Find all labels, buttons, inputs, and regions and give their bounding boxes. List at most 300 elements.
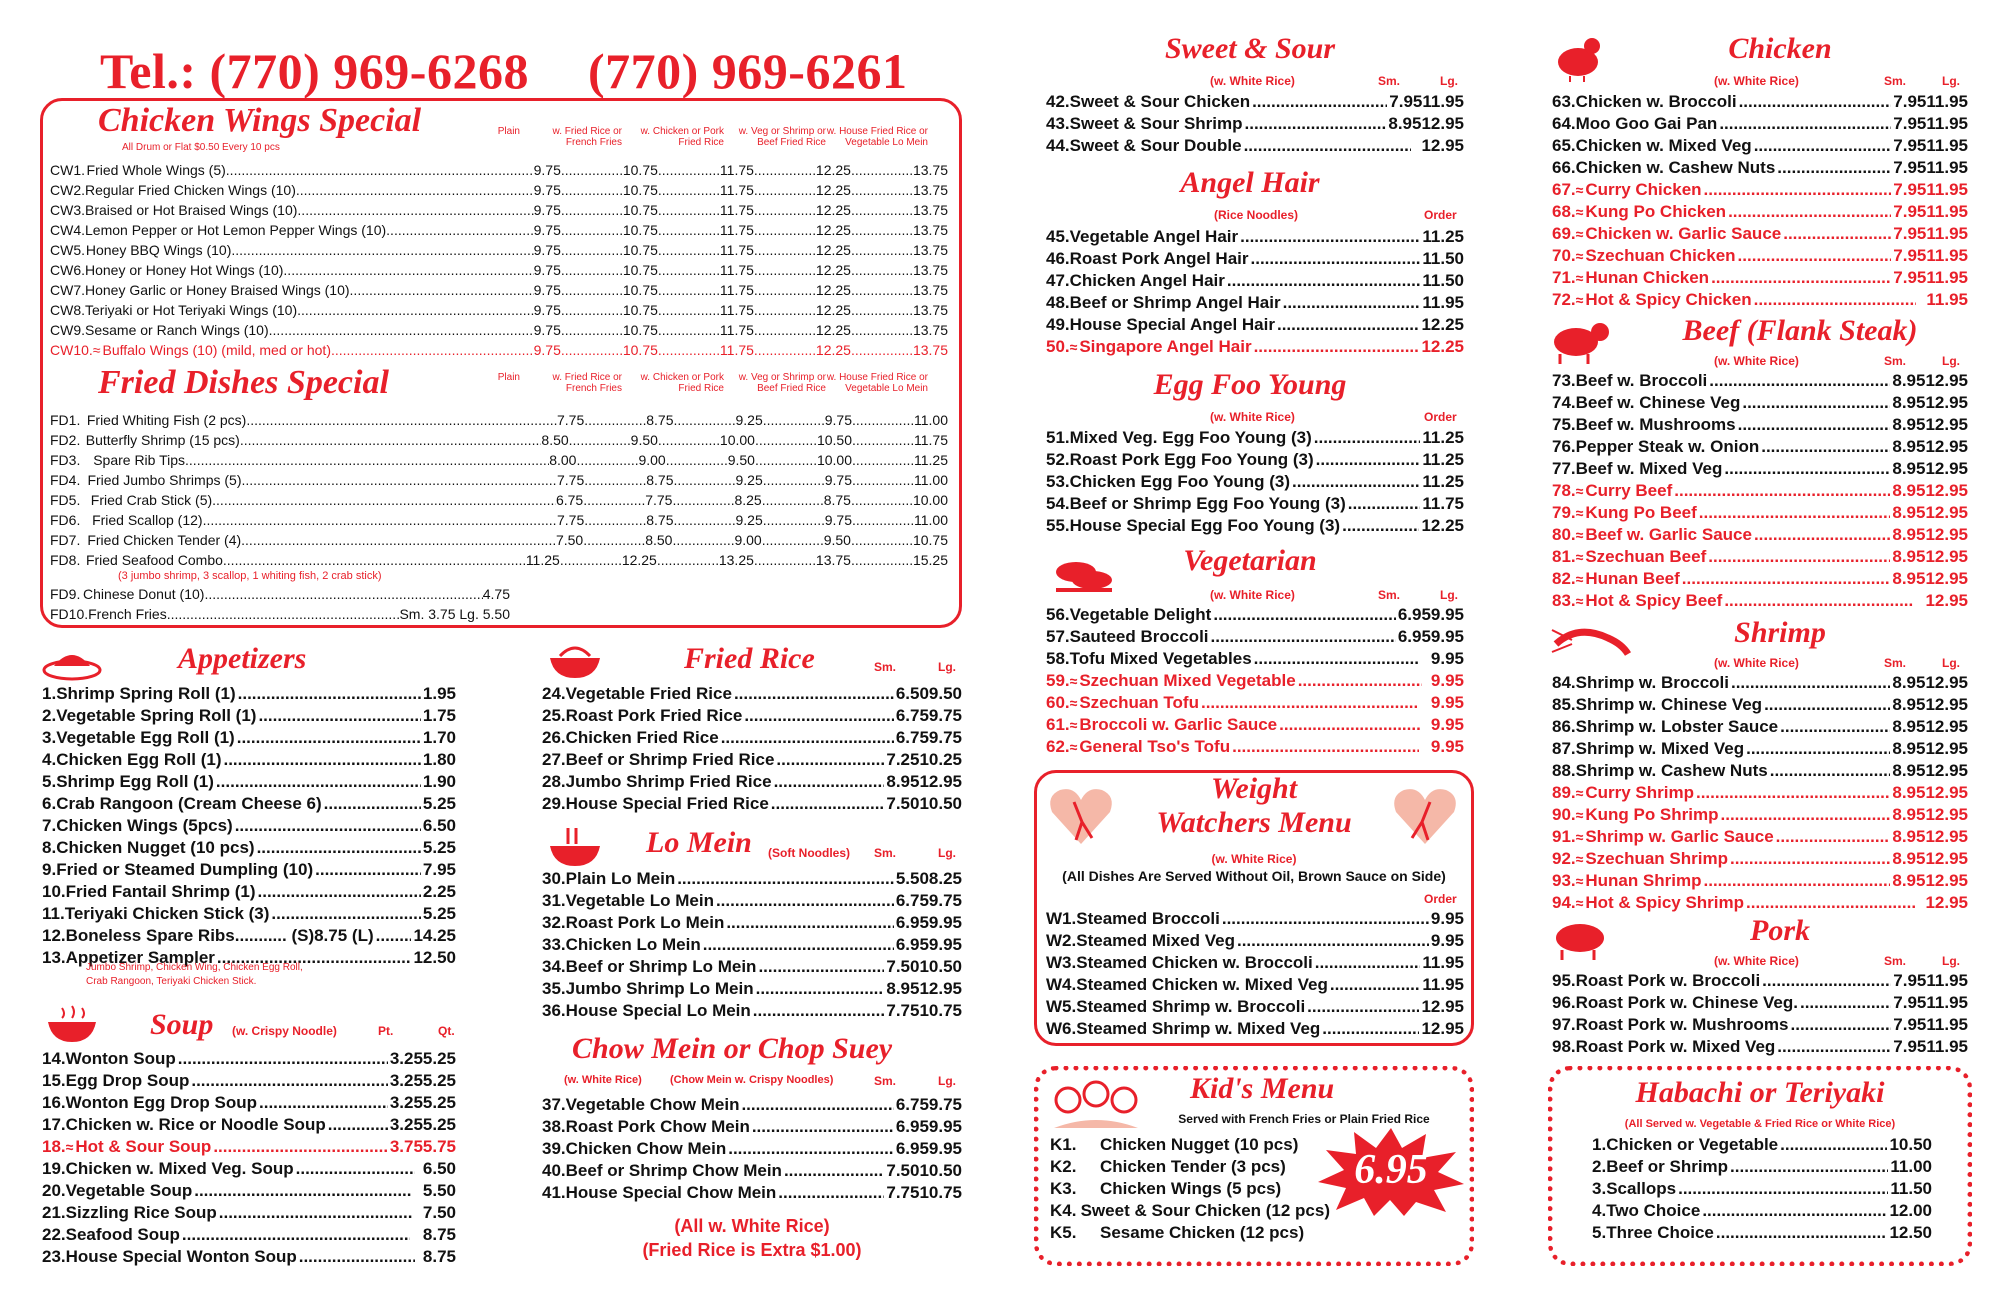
- leader-dots: [1292, 472, 1420, 492]
- item-price: 11.95: [1926, 1037, 1968, 1056]
- menu-item-row: [1592, 1222, 1932, 1244]
- item-number: 20.: [42, 1181, 66, 1200]
- angel-hair-title: Angel Hair: [1180, 166, 1320, 199]
- item-name: Vegetable Lo Mein: [565, 891, 714, 910]
- item-name: Beef or Shrimp Angel Hair: [1069, 293, 1281, 312]
- item-price: 11.75: [719, 282, 754, 298]
- fried-title: Fried Dishes Special: [98, 364, 389, 401]
- leader-dots: [185, 452, 549, 468]
- leader-dots: [1719, 114, 1891, 134]
- menu-item-row: [542, 727, 962, 749]
- leader-dots: [758, 957, 884, 977]
- item-price: 11.25: [1422, 450, 1464, 469]
- item-price: 11.75: [719, 342, 754, 358]
- item-number: 18.: [42, 1137, 66, 1156]
- leader-dots: [271, 904, 420, 924]
- leader-dots: [1746, 739, 1890, 759]
- leader-dots: [1731, 673, 1890, 693]
- table-row: [50, 530, 948, 550]
- item-price: 11.75: [719, 322, 754, 338]
- shrimp-sub: (w. White Rice): [1714, 656, 1799, 670]
- leader-dots: [852, 512, 914, 528]
- soup-list: [42, 1048, 456, 1268]
- item-price: 12.95: [1925, 849, 1968, 868]
- item-name: Roast Pork w. Mushrooms: [1575, 1015, 1789, 1034]
- leader-dots: [754, 242, 816, 258]
- menu-item-row: [1046, 449, 1464, 471]
- shrimp-title: Shrimp: [1734, 616, 1826, 649]
- leader-dots: [752, 1117, 894, 1137]
- item-price: 8.95: [1892, 371, 1926, 390]
- weight-watchers-sub: (w. White Rice): [1211, 852, 1297, 866]
- menu-item-row: [1552, 502, 1968, 524]
- menu-item-row: [1046, 996, 1464, 1018]
- leader-dots: [223, 750, 420, 770]
- item-number: 65.: [1552, 136, 1576, 155]
- item-name: Hunan Shrimp: [1585, 871, 1702, 890]
- item-number: 1.: [42, 684, 57, 703]
- soup-pt-header: Pt.: [378, 1024, 394, 1038]
- item-number: 8.: [42, 838, 57, 857]
- leader-dots: [569, 432, 631, 448]
- item-price: 5.25: [422, 904, 456, 923]
- item-price: 8.25: [734, 492, 762, 508]
- item-name: Vegetable Soup: [65, 1181, 193, 1200]
- wings-title: Chicken Wings Special: [98, 102, 422, 139]
- pork-sub: (w. White Rice): [1714, 954, 1799, 968]
- leader-dots: [658, 202, 720, 218]
- noodle-bowl-icon: [546, 826, 604, 870]
- item-name: Fried Scallop (12): [92, 512, 203, 528]
- menu-item-row: [1552, 546, 1968, 568]
- item-name: Two Choice: [1606, 1201, 1701, 1220]
- item-price: 11.75: [719, 162, 754, 178]
- menu-item-row: [1046, 670, 1464, 692]
- menu-item-row: [42, 1070, 456, 1092]
- menu-item-row: [1552, 568, 1968, 590]
- item-name: Beef or Shrimp Egg Foo Young (3): [1069, 494, 1346, 513]
- item-code: CW1.: [50, 162, 85, 178]
- item-number: 48.: [1046, 293, 1070, 312]
- item-price: 11.95: [1926, 136, 1968, 155]
- pepper-icon: ≈: [1575, 292, 1584, 308]
- item-number: 5.: [42, 772, 57, 791]
- menu-item-row: [1046, 908, 1464, 930]
- leader-dots: [258, 706, 420, 726]
- sweet-sour-list: [1046, 91, 1464, 157]
- menu-item-row: [1552, 179, 1968, 201]
- item-price: 11.95: [1926, 290, 1968, 309]
- leader-dots: [1245, 114, 1387, 134]
- menu-item-row: [1552, 760, 1968, 782]
- item-price: 10.75: [622, 182, 658, 198]
- item-name: Vegetable Chow Mein: [565, 1095, 740, 1114]
- item-price: 7.75: [557, 412, 585, 428]
- item-price: 10.25: [919, 750, 962, 769]
- item-name: Hot & Sour Soup: [75, 1137, 212, 1156]
- menu-item-row: [1552, 590, 1968, 612]
- menu-item-row: [1046, 135, 1464, 157]
- item-name: Broccoli w. Garlic Sauce: [1079, 715, 1278, 734]
- table-row: [50, 260, 948, 280]
- menu-item-row: [542, 1160, 962, 1182]
- item-name: Chicken Chow Mein: [565, 1139, 727, 1158]
- item-price: 12.50: [1889, 1223, 1932, 1242]
- menu-item-row: [42, 705, 456, 727]
- item-price: 10.75: [622, 262, 658, 278]
- item-price: 9.95: [1430, 605, 1464, 624]
- angel-hair-sub: (Rice Noodles): [1214, 208, 1299, 222]
- leader-dots: [851, 282, 913, 298]
- item-number: 80.: [1552, 525, 1576, 544]
- habachi-list: [1592, 1134, 1932, 1244]
- item-name: Jumbo Shrimp Lo Mein: [565, 979, 754, 998]
- menu-item-row: [1046, 604, 1464, 626]
- beef-sm-header: Sm.: [1884, 354, 1907, 368]
- item-name: Beef or Shrimp Fried Rice: [565, 750, 775, 769]
- item-number: 51.: [1046, 428, 1070, 447]
- leader-dots: [672, 492, 734, 508]
- item-name: Pepper Steak w. Onion: [1575, 437, 1760, 456]
- item-price: 12.95: [1925, 827, 1968, 846]
- leader-dots: [763, 472, 825, 488]
- menu-item-row: [542, 1000, 962, 1022]
- menu-item-row: [1046, 270, 1464, 292]
- menu-item-row: [1046, 736, 1464, 758]
- item-number: 2.: [42, 706, 57, 725]
- leader-dots: [1348, 494, 1421, 514]
- item-number: 86.: [1552, 717, 1576, 736]
- item-price: 9.95: [928, 1117, 962, 1136]
- item-price: 12.25: [815, 222, 851, 238]
- item-name: Hunan Beef: [1585, 569, 1680, 588]
- menu-item-row: [1046, 493, 1464, 515]
- item-price: 6.95: [895, 935, 929, 954]
- table-row: [50, 220, 948, 240]
- leader-dots: [1761, 437, 1890, 457]
- menu-item-row: [42, 881, 456, 903]
- item-number: 38.: [542, 1117, 566, 1136]
- menu-item-row: [1046, 226, 1464, 248]
- item-number: 31.: [542, 891, 566, 910]
- item-price: 13.75: [912, 282, 948, 298]
- item-price: 9.75: [533, 342, 561, 358]
- item-price: 7.75: [886, 1001, 920, 1020]
- leader-dots: [1776, 827, 1891, 847]
- leader-dots: [1724, 459, 1890, 479]
- item-name: Shrimp w. Cashew Nuts: [1575, 761, 1768, 780]
- pepper-icon: ≈: [1575, 226, 1584, 242]
- leader-dots: [658, 222, 720, 238]
- menu-item-row: [42, 1246, 456, 1268]
- leader-dots: [754, 222, 816, 238]
- item-price: 11.75: [719, 262, 754, 278]
- leader-dots: [1754, 136, 1892, 156]
- habachi-title: Habachi or Teriyaki: [1635, 1076, 1885, 1109]
- item-number: 46.: [1046, 249, 1070, 268]
- phone-number-1: Tel.: (770) 969-6268: [100, 43, 529, 99]
- item-name: Honey Garlic or Honey Braised Wings (10): [85, 282, 350, 298]
- leader-dots: [584, 472, 646, 488]
- item-price: 1.70: [422, 728, 456, 747]
- item-price: 11.75: [719, 222, 754, 238]
- item-name: Sweet & Sour Shrimp: [1069, 114, 1243, 133]
- item-number: 96.: [1552, 993, 1576, 1012]
- menu-item-row: [542, 705, 962, 727]
- item-price: 13.75: [912, 262, 948, 278]
- item-price: 7.50: [422, 1203, 456, 1222]
- item-number: 87.: [1552, 739, 1576, 758]
- item-price: 11.95: [1926, 1015, 1968, 1034]
- column-header: Plain: [497, 126, 520, 137]
- leader-dots: [182, 1225, 410, 1245]
- item-name: Beef or Shrimp: [1606, 1157, 1729, 1176]
- pork-list: [1552, 970, 1968, 1058]
- menu-item-row: [542, 890, 962, 912]
- leader-dots: [1724, 591, 1913, 611]
- leader-dots: [1244, 136, 1411, 156]
- table-row: [50, 160, 948, 180]
- chicken-icon: [1550, 32, 1606, 82]
- leader-dots: [754, 552, 816, 568]
- leader-dots: [561, 162, 623, 178]
- pork-lg-header: Lg.: [1942, 954, 1960, 968]
- wings-column-headers: [460, 126, 948, 156]
- menu-item-row: [1552, 870, 1968, 892]
- leader-dots: [296, 1159, 416, 1179]
- leader-dots: [212, 492, 556, 508]
- item-price: 11.75: [914, 432, 948, 448]
- item-price: 3.25: [389, 1093, 423, 1112]
- leader-dots: [754, 202, 816, 218]
- leader-dots: [331, 342, 534, 358]
- chow-mein-sm-header: Sm.: [874, 1074, 897, 1088]
- menu-item-row: [42, 859, 456, 881]
- leader-dots: [1730, 1157, 1888, 1177]
- item-price: 6.75: [555, 492, 584, 508]
- leader-dots: [583, 532, 645, 548]
- item-price: 11.95: [1926, 158, 1968, 177]
- item-price: 12.95: [1421, 136, 1464, 155]
- item-number: 24.: [542, 684, 566, 703]
- item-number: 26.: [542, 728, 566, 747]
- item-name: Chicken w. Garlic Sauce: [1585, 224, 1782, 243]
- item-price: 12.95: [1925, 739, 1968, 758]
- table-row: [50, 280, 948, 300]
- leader-dots: [658, 262, 720, 278]
- item-number: 81.: [1552, 547, 1576, 566]
- item-number: 39.: [542, 1139, 566, 1158]
- item-name: Fried Seafood Combo: [85, 552, 223, 568]
- leader-dots: [658, 242, 720, 258]
- leader-dots: [1746, 893, 1915, 913]
- item-price: 7.25: [886, 750, 920, 769]
- item-name: Crab Rangoon (Cream Cheese 6): [56, 794, 322, 813]
- item-number: 91.: [1552, 827, 1576, 846]
- item-price: 8.75: [646, 512, 674, 528]
- item-name: Sweet & Sour Double: [1069, 136, 1242, 155]
- chow-mein-foot-2: (Fried Rice is Extra $1.00): [642, 1240, 862, 1260]
- fried-rice-bowl-icon: [546, 638, 604, 682]
- leader-dots: [677, 869, 894, 889]
- item-price: 12.25: [815, 162, 851, 178]
- item-price: 12.25: [815, 262, 851, 278]
- table-row: [50, 200, 948, 220]
- item-number: 40.: [542, 1161, 566, 1180]
- item-price: 13.75: [912, 302, 948, 318]
- column-header: Plain: [497, 372, 520, 383]
- item-price: 11.25: [1422, 472, 1464, 491]
- weight-watchers-title-2: Watchers Menu: [1156, 806, 1352, 839]
- menu-item-row: [1046, 714, 1464, 736]
- leader-dots: [1770, 761, 1891, 781]
- pepper-icon: ≈: [1575, 204, 1584, 220]
- leader-dots: [666, 452, 728, 468]
- item-price: 8.75: [646, 472, 674, 488]
- item-name: Vegetable Delight: [1069, 605, 1212, 624]
- item-price: 12.95: [1925, 805, 1968, 824]
- leader-dots: [1251, 249, 1421, 269]
- item-price: 3.75: [389, 1137, 423, 1156]
- leader-dots: [1742, 393, 1890, 413]
- cow-icon: [1548, 314, 1612, 364]
- menu-item-row: [1552, 970, 1968, 992]
- soup-bowl-icon: [42, 1004, 102, 1046]
- leader-dots: [1277, 315, 1419, 335]
- chow-mein-sub-2: (Chow Mein w. Crispy Noodles): [670, 1074, 834, 1086]
- shrimp-list: [1552, 672, 1968, 914]
- item-price: 12.95: [1925, 761, 1968, 780]
- item-price: 5.50: [422, 1181, 456, 1200]
- item-number: 72.: [1552, 290, 1576, 309]
- lo-mein-title: Lo Mein: [646, 826, 752, 859]
- leader-dots: [716, 891, 894, 911]
- table-row: [50, 490, 948, 510]
- item-price: 9.75: [533, 222, 561, 238]
- table-row: [50, 240, 948, 260]
- item-number: 94.: [1552, 893, 1576, 912]
- leader-dots: [1754, 525, 1890, 545]
- leader-dots: [852, 432, 914, 448]
- item-price: 7.75: [557, 512, 585, 528]
- leader-dots: [1322, 1019, 1419, 1039]
- angel-hair-order-header: Order: [1424, 208, 1457, 222]
- egg-foo-young-sub: (w. White Rice): [1210, 410, 1295, 424]
- chow-mein-sub-1: (w. White Rice): [564, 1074, 642, 1086]
- leader-dots: [1211, 627, 1396, 647]
- item-number: K5.: [1050, 1223, 1077, 1242]
- item-price: 10.00: [912, 492, 948, 508]
- item-number: 64.: [1552, 114, 1576, 133]
- item-price: 9.75: [533, 182, 561, 198]
- leader-dots: [1237, 931, 1429, 951]
- vegetarian-sm-header: Sm.: [1378, 588, 1401, 602]
- item-price: 9.75: [824, 412, 852, 428]
- item-price: 11.95: [1926, 180, 1968, 199]
- lo-mein-list: [542, 868, 962, 1022]
- item-price: 2.25: [422, 882, 456, 901]
- item-price: 7.75: [886, 1183, 920, 1202]
- chow-mein-list: [542, 1094, 962, 1204]
- leader-dots: [657, 552, 719, 568]
- item-price: 10.50: [1889, 1135, 1932, 1154]
- leader-dots: [576, 452, 638, 468]
- item-price: 8.50: [541, 432, 569, 448]
- table-row: [50, 410, 948, 430]
- item-code: CW10.: [50, 342, 93, 358]
- item-name: Curry Shrimp: [1585, 783, 1694, 802]
- leader-dots: [658, 432, 720, 448]
- menu-item-row: [1552, 289, 1968, 311]
- leader-dots: [734, 684, 894, 704]
- menu-item-row: [1552, 458, 1968, 480]
- item-price: 9.95: [1430, 909, 1464, 928]
- leader-dots: [1279, 715, 1421, 735]
- item-name: Shrimp Egg Roll (1): [56, 772, 214, 791]
- leader-dots: [1201, 693, 1417, 713]
- leader-dots: [744, 706, 894, 726]
- chicken-title: Chicken: [1728, 32, 1832, 65]
- appetizers-title: Appetizers: [178, 642, 307, 675]
- appetizer-plate-icon: [42, 640, 102, 682]
- item-number: 21.: [42, 1203, 66, 1222]
- item-name: Honey or Honey Hot Wings (10): [85, 262, 284, 278]
- menu-item-row: [542, 749, 962, 771]
- leader-dots: [223, 552, 526, 568]
- menu-item-row: [42, 727, 456, 749]
- item-price: 12.95: [1925, 415, 1968, 434]
- item-number: W5.: [1046, 997, 1077, 1016]
- leader-dots: [658, 162, 720, 178]
- item-price: 9.50: [630, 432, 658, 448]
- pepper-icon: ≈: [1575, 483, 1584, 499]
- leader-dots: [297, 202, 533, 218]
- menu-item-row: [1046, 952, 1464, 974]
- menu-item-row: [1046, 930, 1464, 952]
- leader-dots: [754, 182, 816, 198]
- item-price: 12.95: [919, 772, 962, 791]
- leader-dots: [1678, 1179, 1888, 1199]
- menu-item-row: [1592, 1134, 1932, 1156]
- leader-dots: [1754, 290, 1916, 310]
- item-price: 11.95: [1926, 114, 1968, 133]
- item-name: Singapore Angel Hair: [1079, 337, 1252, 356]
- item-price: 12.95: [919, 979, 962, 998]
- item-number: 2.: [1592, 1157, 1607, 1176]
- item-price: 5.25: [422, 1093, 456, 1112]
- item-price: 9.95: [1430, 671, 1464, 690]
- leader-dots: [851, 262, 913, 278]
- item-price: 10.50: [919, 794, 962, 813]
- item-name: Hot & Spicy Beef: [1585, 591, 1723, 610]
- fried-rice-lg-header: Lg.: [938, 660, 956, 674]
- item-name: Chicken Angel Hair: [1069, 271, 1225, 290]
- item-price: 8.95: [1892, 481, 1926, 500]
- item-price: 13.75: [912, 322, 948, 338]
- item-price: 10.75: [622, 222, 658, 238]
- item-price: 7.95: [1893, 246, 1927, 265]
- item-price: 7.75: [645, 492, 673, 508]
- menu-item-row: [1552, 826, 1968, 848]
- menu-item-row: [1552, 694, 1968, 716]
- item-name: Butterfly Shrimp (15 pcs): [85, 432, 240, 448]
- leader-dots: [1254, 337, 1420, 357]
- menu-item-row: [1552, 848, 1968, 870]
- item-code: CW2.: [50, 182, 85, 198]
- item-number: 10.: [42, 882, 66, 901]
- column-header: w. Fried Rice or French Fries: [552, 372, 622, 394]
- item-name: Steamed Mixed Veg: [1076, 931, 1235, 950]
